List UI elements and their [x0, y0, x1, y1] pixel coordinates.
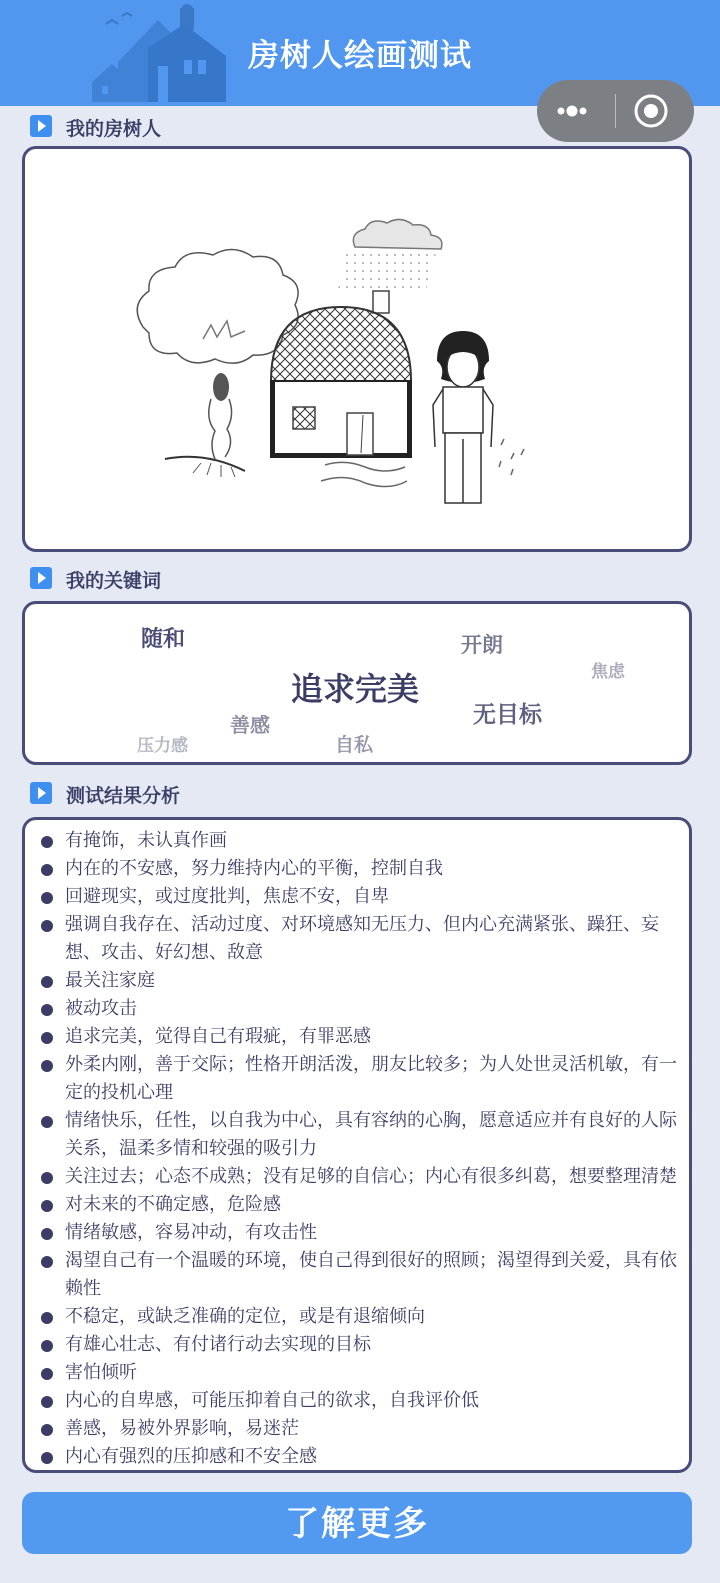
list-item: 内心的自卑感，可能压抑着自己的欲求，自我评价低 [25, 1387, 689, 1415]
keyword-tag: 追求完美 [291, 670, 420, 708]
section-title: 我的关键词 [66, 570, 162, 592]
page-title: 房树人绘画测试 [248, 38, 472, 74]
bullet-dot-icon [41, 976, 53, 988]
bullet-dot-icon [41, 1060, 53, 1072]
mini-program-capsule [537, 80, 694, 142]
keyword-tag: 焦虑 [591, 662, 625, 682]
bullet-dot-icon [41, 1256, 53, 1268]
bullet-dot-icon [41, 892, 53, 904]
bullet-dot-icon [41, 836, 53, 848]
analysis-card[interactable] [22, 817, 692, 1473]
list-item: 内心有强烈的压抑感和不安全感 [25, 1443, 689, 1471]
bullet-dot-icon [41, 864, 53, 876]
list-item: 外柔内刚，善于交际；性格开朗活泼，朋友比较多；为人处世灵活机敏，有一定的投机心理 [25, 1051, 689, 1107]
list-item: 害怕倾听 [25, 1359, 689, 1387]
bullet-dot-icon [41, 1452, 53, 1464]
bullet-dot-icon [41, 1172, 53, 1184]
list-item: 最关注家庭 [25, 967, 689, 995]
keyword-tag: 善感 [230, 713, 270, 737]
bullet-dot-icon [41, 1312, 53, 1324]
list-item: 有掩饰，未认真作画 [25, 827, 689, 855]
keywords-card [22, 601, 692, 765]
keyword-tag: 随和 [141, 627, 186, 652]
list-item: 情绪敏感，容易冲动，有攻击性 [25, 1219, 689, 1247]
section-title: 我的房树人 [66, 118, 162, 140]
list-item: 情绪快乐，任性，以自我为中心，具有容纳的心胸，愿意适应并有良好的人际关系，温柔多情和较强的吸引力 [25, 1107, 689, 1163]
more-dots-icon[interactable] [537, 80, 615, 142]
analysis-list [25, 820, 689, 1471]
list-item: 强调自我存在、活动过度、对环境感知无压力、但内心充满紧张、躁狂、妄想、攻击、好幻想、敌意 [25, 911, 689, 967]
keyword-tag: 无目标 [473, 702, 542, 728]
bullet-dot-icon [41, 1228, 53, 1240]
list-item: 追求完美，觉得自己有瑕疵，有罪恶感 [25, 1023, 689, 1051]
list-item: 关注过去；心态不成熟；没有足够的自信心；内心有很多纠葛，想要整理清楚 [25, 1163, 689, 1191]
section-title: 测试结果分析 [66, 785, 181, 807]
list-item: 渴望自己有一个温暖的环境，使自己得到很好的照顾；渴望得到关爱，具有依赖性 [25, 1247, 689, 1303]
list-item: 被动攻击 [25, 995, 689, 1023]
play-triangle-icon [30, 115, 52, 137]
list-item: 不稳定，或缺乏准确的定位，或是有退缩倾向 [25, 1303, 689, 1331]
list-item: 善感，易被外界影响，易迷茫 [25, 1415, 689, 1443]
house-tree-person-drawing [25, 149, 689, 549]
bullet-dot-icon [41, 920, 53, 932]
play-triangle-icon [30, 567, 52, 589]
bullet-dot-icon [41, 1368, 53, 1380]
keyword-tag: 自私 [335, 734, 374, 756]
drawing-card [22, 146, 692, 552]
bullet-dot-icon [41, 1200, 53, 1212]
play-triangle-icon [30, 782, 52, 804]
bullet-dot-icon [41, 1340, 53, 1352]
bullet-dot-icon [41, 1424, 53, 1436]
target-circle-icon[interactable] [616, 80, 694, 142]
list-item: 回避现实，或过度批判，焦虑不安，自卑 [25, 883, 689, 911]
list-item: 对未来的不确定感，危险感 [25, 1191, 689, 1219]
list-item: 有雄心壮志、有付诸行动去实现的目标 [25, 1331, 689, 1359]
keyword-tag: 压力感 [137, 736, 188, 756]
keyword-tag: 开朗 [461, 633, 503, 657]
bullet-dot-icon [41, 1032, 53, 1044]
list-item: 内在的不安感，努力维持内心的平衡，控制自我 [25, 855, 689, 883]
bullet-dot-icon [41, 1396, 53, 1408]
learn-more-button[interactable]: 了解更多 [22, 1492, 692, 1554]
bullet-dot-icon [41, 1116, 53, 1128]
bullet-dot-icon [41, 1004, 53, 1016]
